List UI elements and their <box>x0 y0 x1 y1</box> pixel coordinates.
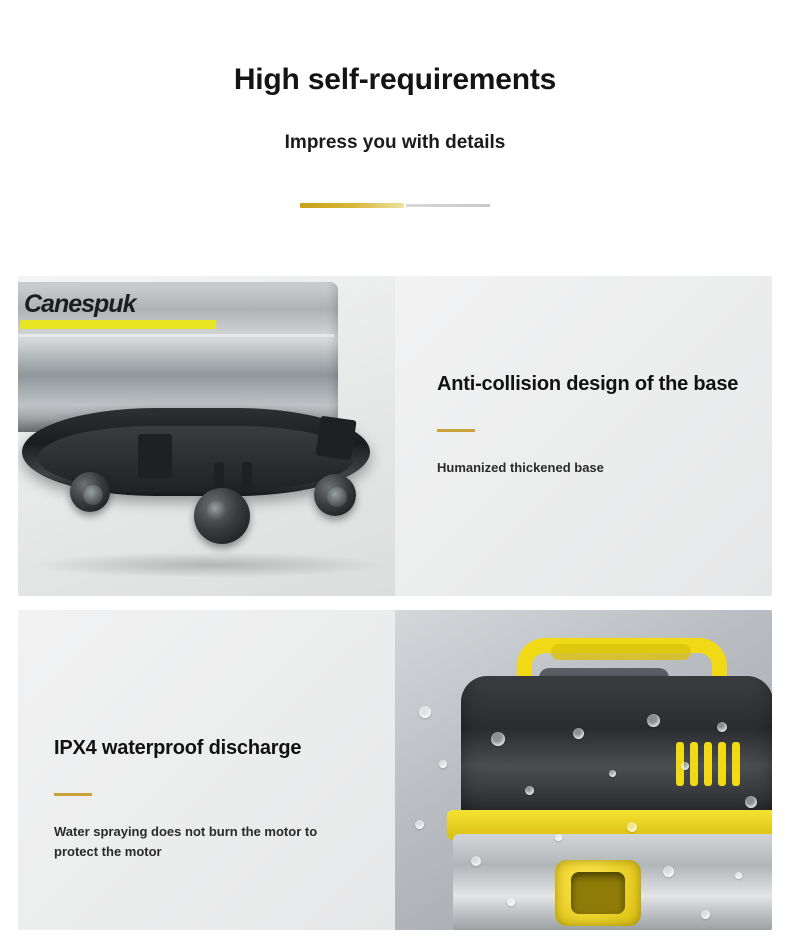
vacuum-base-with-wheels-photo <box>18 276 395 596</box>
feature-card-ipx4-waterproof <box>18 610 772 930</box>
feature-card-grid <box>18 276 772 930</box>
water-droplet <box>717 722 727 732</box>
feature-accent-rule <box>437 429 475 432</box>
water-droplet <box>471 856 481 866</box>
carry-handle-grip <box>551 644 691 660</box>
water-droplet <box>681 762 689 770</box>
vent-slat <box>704 742 712 786</box>
caster-wheel <box>70 472 110 512</box>
wheel-bracket <box>315 416 356 461</box>
water-droplet <box>415 820 424 829</box>
caster-wheel <box>194 488 250 544</box>
feature-title: IPX4 waterproof discharge <box>54 737 302 759</box>
wheel-bracket <box>242 462 252 492</box>
page-title: High self-requirements <box>233 63 557 96</box>
feature-text-panel <box>18 610 395 930</box>
water-droplet <box>507 898 515 906</box>
feature-description: Water spraying does not burn the motor to protect the motor <box>54 824 318 860</box>
water-droplet <box>439 760 447 768</box>
brand-logo-text: Canespuk <box>24 290 136 318</box>
divider-grey-segment <box>406 204 490 207</box>
vent-slat <box>690 742 698 786</box>
vent-slat <box>732 742 740 786</box>
water-droplet <box>609 770 616 777</box>
water-droplet <box>555 834 562 841</box>
page-header <box>0 0 790 208</box>
header-divider <box>300 155 490 208</box>
water-droplet <box>647 714 660 727</box>
feature-title: Anti-collision design of the base <box>437 373 739 395</box>
brand-underline-stripe <box>20 320 217 329</box>
water-droplet <box>419 706 431 718</box>
feature-card-anti-collision-base <box>18 276 772 596</box>
water-droplet <box>525 786 534 795</box>
vent-slat <box>718 742 726 786</box>
feature-text-panel <box>395 276 772 596</box>
water-droplet <box>491 732 505 746</box>
water-droplet <box>573 728 584 739</box>
wheel-bracket <box>138 434 172 478</box>
feature-description: Humanized thickened base <box>437 460 604 475</box>
water-droplet <box>701 910 710 919</box>
water-droplet <box>735 872 742 879</box>
wet-vacuum-with-water-droplets-photo <box>395 610 772 930</box>
feature-accent-rule <box>54 793 92 796</box>
water-droplet <box>663 866 674 877</box>
page-subtitle: Impress you with details <box>284 132 506 153</box>
water-droplet <box>627 822 637 832</box>
floor-shadow <box>28 552 388 578</box>
caster-wheel <box>314 474 356 516</box>
hose-inlet-port <box>555 860 641 926</box>
water-droplet <box>745 796 757 808</box>
divider-gold-segment <box>300 203 404 208</box>
